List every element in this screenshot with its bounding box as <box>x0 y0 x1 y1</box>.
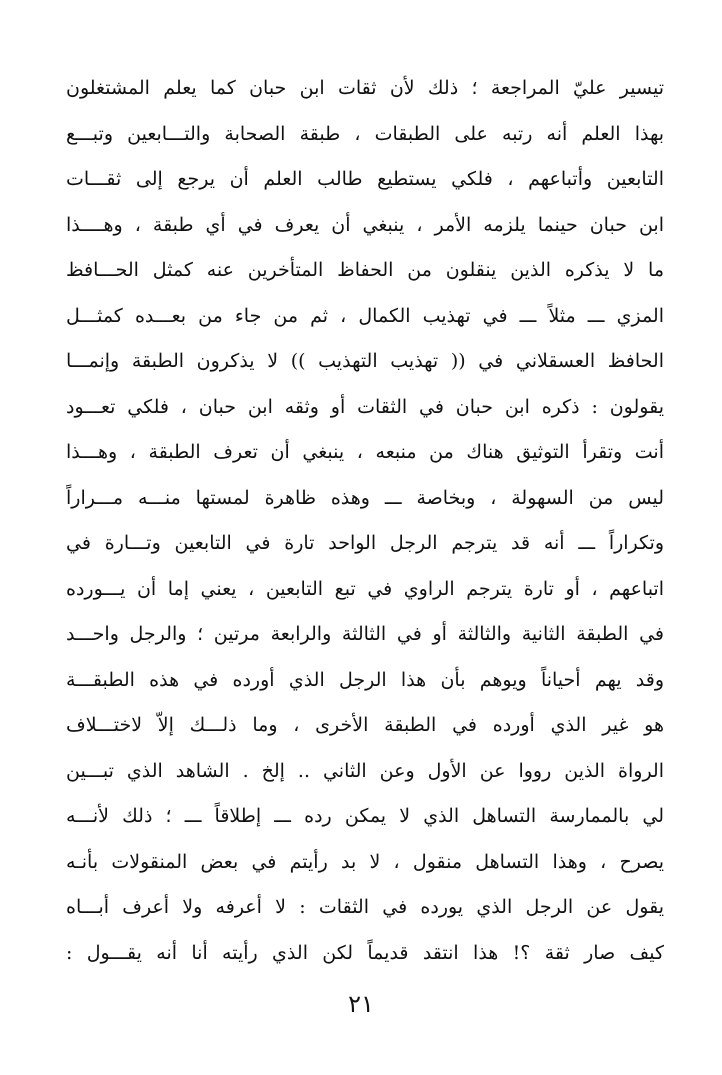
text-line: وتكراراً ـــ أنه قد يترجم الرجل الواحد تارة في التابعين وتـــارة في <box>66 532 664 554</box>
text-line: يصرح ، وهذا التساهل منقول ، لا بد رأيتم في بعض المنقولات بأنـه <box>66 850 664 873</box>
text-line: التابعين وأتباعهم ، فلكي يستطيع طالب العلم أن يرجع إلى ثقـــات <box>66 168 664 190</box>
text-line: الحافظ العسقلاني في (( تهذيب التهذيب )) لا يذكرون الطبقة وإنمـــا <box>66 350 664 372</box>
text-line: لي بالممارسة التساهل الذي لا يمكن رده ـــ إطلاقاً ـــ ؛ ذلك لأنـــه <box>66 805 664 827</box>
text-line: يقول عن الرجل الذي يورده في الثقات : لا أعرفه ولا أعرف أبـــاه <box>66 896 664 918</box>
page-number: ٢١ <box>348 990 374 1018</box>
text-line: ابن حبان حينما يلزمه الأمر ، ينبغي أن يعرف في أي طبقة ، وهــــذا <box>66 213 664 236</box>
text-line: كيف صار ثقة ؟! هذا انتقد قديماً لكن الذي رأيته أنا أنه يقـــول : <box>66 941 664 964</box>
text-line: اتباعهم ، أو تارة يترجم الراوي في تبع التابعين ، يعني إما أن يـــورده <box>66 577 664 600</box>
text-line: بهذا العلم أنه رتبه على الطبقات ، طبقة الصحابة والتـــابعين وتبـــع <box>66 122 664 145</box>
text-line: تيسير عليّ المراجعة ؛ ذلك لأن ثقات ابن حبان كما يعلم المشتغلون <box>66 77 664 99</box>
text-line: ليس من السهولة ، وبخاصة ـــ وهذه ظاهرة لمستها منـــه مـــراراً <box>66 486 664 509</box>
text-line: هو غير الذي أورده في الطبقة الأخرى ، وما ذلـــك إلاّ لاختـــلاف <box>66 714 664 736</box>
text-line: وقد يهم أحياناً ويوهم بأن هذا الرجل الذي أورده في هذه الطبقـــة <box>66 668 664 691</box>
text-line: يقولون : ذكره ابن حبان في الثقات أو وثقه ابن حبان ، فلكي تعـــود <box>66 395 664 418</box>
text-line: المزي ـــ مثلاً ـــ في تهذيب الكمال ، ثم من جاء من بعـــده كمثـــل <box>66 304 664 327</box>
text-line: أنت وتقرأ التوثيق هناك من منبعه ، ينبغي أن تعرف الطبقة ، وهـــذا <box>66 441 664 463</box>
text-line: ما لا يذكره الذين ينقلون من الحفاظ المتأخرين عنه كمثل الحـــافظ <box>66 259 664 281</box>
text-line: في الطبقة الثانية والثالثة أو في الثالثة والرابعة مرتين ؛ والرجل واحـــد <box>66 623 664 645</box>
text-line: الرواة الذين رووا عن الأول وعن الثاني .. إلخ . الشاهد الذي تبـــين <box>66 759 664 782</box>
body-text <box>66 66 664 976</box>
